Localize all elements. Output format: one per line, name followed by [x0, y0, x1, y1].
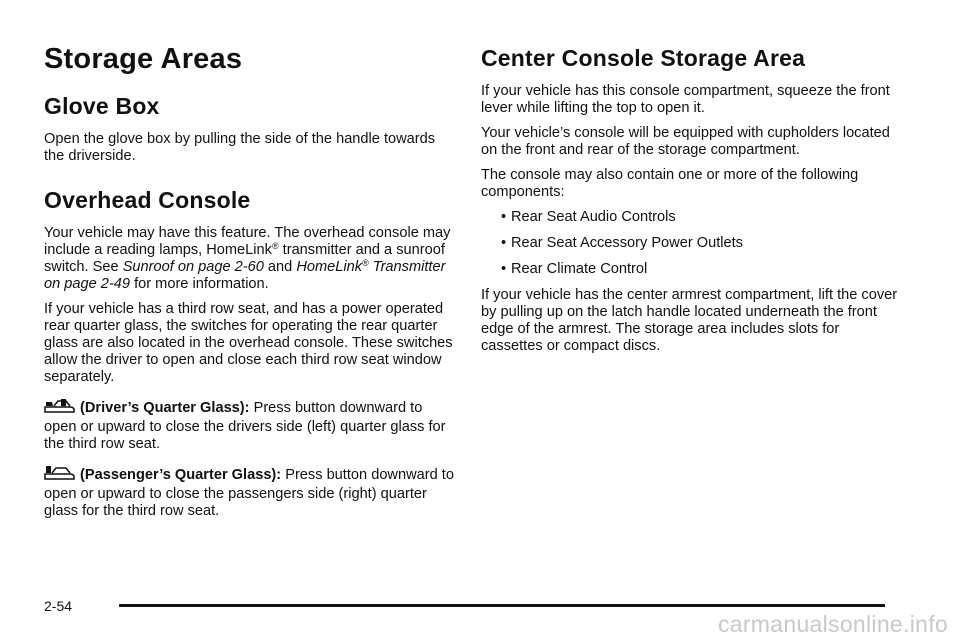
passenger-glass-label: (Passenger’s Quarter Glass):	[80, 467, 282, 483]
page-title: Storage Areas	[44, 43, 243, 75]
list-item: • Rear Seat Accessory Power Outlets	[501, 235, 743, 251]
list-item: • Rear Seat Audio Controls	[501, 209, 676, 225]
center-console-heading: Center Console Storage Area	[481, 45, 806, 71]
glove-box-text: Open the glove box by pulling the side of the handle towards the driverside.	[44, 131, 436, 164]
center-console-p4: If your vehicle has the center armrest compartment, lift the cover by pulling up on the latch handle located underneath the front edge of the armrest. The storage area includes slots for cassettes or compact discs.	[481, 287, 898, 354]
passenger-quarter-glass-icon	[44, 465, 76, 486]
bullet-icon: •	[501, 235, 507, 251]
overhead-intro-end: for more information.	[130, 276, 269, 292]
quarter-glass-text: If your vehicle has a third row seat, and has a power operated rear quarter glass, the switches for operating the rear quarter glass are also located in the overhead console. These switches allow the driver to open and close each third row seat window separately.	[44, 301, 453, 385]
overhead-intro-and: and	[263, 259, 297, 275]
center-console-p3: The console may also contain one or more of the following components:	[481, 167, 859, 200]
overhead-intro-text-b: transmitter and a sunroof switch. See	[44, 242, 445, 275]
driver-quarter-glass-paragraph	[44, 398, 454, 453]
passenger-glass-text: Press button downward to open or upward to close the passengers side (right) quarter glass for the third row seat.	[44, 467, 454, 519]
center-console-p1: If your vehicle has this console compartment, squeeze the front lever while lifting the top to open it.	[481, 83, 890, 116]
center-console-p2: Your vehicle’s console will be equipped with cupholders located on the front and rear of the storage compartment.	[481, 125, 890, 158]
right-column	[481, 40, 901, 363]
sunroof-reference-link[interactable]: Sunroof on page 2-60	[122, 259, 264, 275]
overhead-console-heading: Overhead Console	[44, 187, 251, 213]
homelink-ref-a: HomeLink	[296, 259, 363, 275]
page-number: 2-54	[44, 598, 73, 614]
left-column	[44, 40, 454, 528]
registered-mark: ®	[362, 258, 369, 268]
registered-mark: ®	[271, 241, 279, 251]
footer-rule	[119, 604, 885, 607]
bullet-icon: •	[501, 261, 507, 277]
homelink-ref-b: Transmitter on page 2-49	[44, 259, 446, 292]
bullet-icon: •	[501, 209, 507, 225]
list-item: • Rear Climate Control	[501, 261, 648, 277]
passenger-quarter-glass-paragraph	[44, 465, 454, 520]
driver-glass-text: Press button downward to open or upward to close the drivers side (left) quarter glass for the third row seat.	[44, 400, 446, 452]
component-list	[481, 209, 901, 278]
overhead-intro-text-a: Your vehicle may have this feature. The overhead console may include a reading lamps, HomeLink	[44, 225, 451, 258]
driver-glass-label: (Driver’s Quarter Glass):	[80, 400, 250, 416]
driver-quarter-glass-icon	[44, 398, 76, 419]
overhead-console-intro	[44, 225, 454, 293]
watermark: carmanualsonline.info	[717, 611, 948, 637]
glove-box-heading: Glove Box	[44, 93, 160, 119]
